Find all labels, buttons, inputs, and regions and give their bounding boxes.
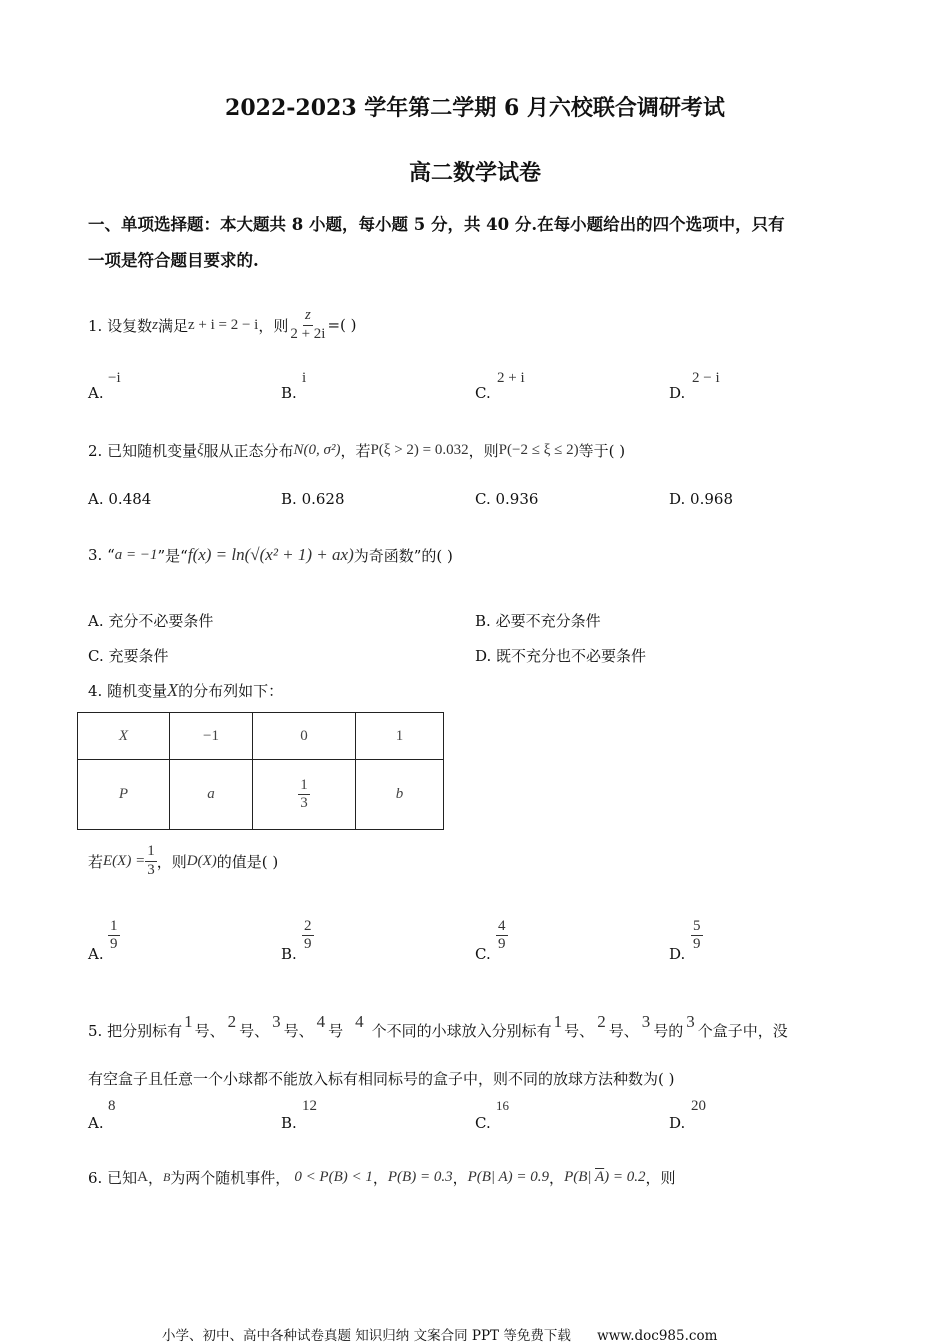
table-fraction	[298, 777, 310, 813]
q5-text-8: 号的	[653, 1022, 684, 1040]
q6-sep: ，	[147, 1168, 163, 1187]
q4-option-d-fraction	[691, 918, 703, 954]
q6-comma-2: ，	[452, 1168, 468, 1187]
q3-option-a	[88, 610, 213, 631]
q4-option-a-fraction	[108, 918, 120, 954]
q5-num-7: 2	[597, 1012, 606, 1031]
q3-option-d-letter: D.	[475, 647, 492, 665]
q1-option-c-value: 2 + i	[497, 370, 525, 386]
q5-num-8: 3	[641, 1012, 651, 1031]
q5-num-9: 3	[686, 1012, 695, 1031]
q3-option-a-letter: A.	[88, 612, 104, 630]
question-4	[88, 678, 283, 702]
q4-variance: D(X)	[186, 852, 217, 869]
distribution-table	[77, 712, 444, 830]
q2-mid: 服从正态分布	[203, 441, 294, 460]
q4-option-c-den: 9	[498, 936, 506, 953]
q4-expectation-denominator: 3	[147, 861, 155, 878]
footer-url[interactable]: www.doc985.com	[597, 1328, 718, 1344]
q4-option-c-letter: C.	[475, 945, 491, 963]
question-6	[88, 1160, 676, 1194]
q5-option-d-value: 20	[691, 1098, 706, 1114]
q2-option-a-letter: A.	[88, 490, 104, 508]
q1-fraction-numerator: z	[303, 307, 313, 325]
q1-option-c-letter: C.	[475, 384, 491, 402]
table-cell-p-label: P	[78, 760, 170, 830]
q2-option-d	[669, 490, 733, 508]
q3-condition: a = −1	[114, 546, 158, 563]
q2-distribution: N(0, σ²)	[293, 441, 341, 458]
q1-option-b-letter: B.	[281, 384, 297, 402]
q4-option-a-letter: A.	[88, 945, 104, 963]
q1-option-b-value: i	[302, 370, 307, 386]
q2-if: ，若	[340, 441, 371, 460]
q3-option-d	[475, 645, 646, 666]
q1-option-d-value: 2 − i	[692, 370, 720, 386]
q1-fraction-denominator: 2 + 2i	[290, 325, 326, 342]
q3-option-c-value: 充要条件	[108, 647, 169, 665]
section-heading-line2: 一项是符合题目要求的.	[88, 251, 259, 270]
q6-event-a: A	[137, 1168, 148, 1185]
q6-mid: 为两个随机事件，	[170, 1168, 291, 1187]
q4-option-c-num: 4	[496, 918, 508, 936]
table-cell-x-0: 0	[253, 713, 356, 760]
q3-option-c	[88, 645, 169, 666]
q6-condition-4-b: ) = 0.2	[604, 1168, 646, 1185]
q4-option-a-num: 1	[108, 918, 120, 936]
q3-option-b-value: 必要不充分条件	[495, 612, 601, 630]
q6-condition-3: P(B| A) = 0.9	[467, 1168, 550, 1185]
q4-options	[88, 918, 868, 968]
exam-title: 2022-2023 学年第二学期 6 月六校联合调研考试	[225, 95, 725, 121]
q4-post2: 的值是( )	[216, 852, 279, 871]
q5-option-c-letter: C.	[475, 1114, 491, 1132]
q3-option-b-letter: B.	[475, 612, 491, 630]
q6-condition-1: 0 < P(B) < 1	[294, 1168, 373, 1185]
table-fraction-numerator: 1	[298, 777, 310, 795]
q2-ask: P(−2 ≤ ξ ≤ 2)	[498, 441, 579, 458]
q5-text-7: 号、	[608, 1022, 639, 1040]
q5-text-1: 号、	[194, 1022, 225, 1040]
table-fraction-denominator: 3	[300, 795, 308, 811]
q5-text-9: 个盒子中，没	[697, 1022, 788, 1040]
q3-option-c-letter: C.	[88, 647, 104, 665]
q4-if: 若	[88, 852, 104, 871]
q2-then: ，则	[468, 441, 499, 460]
table-cell-x-1: 1	[356, 713, 444, 760]
q4-condition-line	[88, 836, 278, 886]
q4-post: 的分布列如下：	[178, 681, 284, 700]
q3-prefix: 3. “	[88, 546, 115, 564]
q1-option-d-letter: D.	[669, 384, 686, 402]
q4-option-d-den: 9	[693, 936, 701, 953]
q5-num-2: 2	[227, 1012, 237, 1031]
q6-prefix: 6. 已知	[88, 1168, 138, 1187]
q5-option-b-letter: B.	[281, 1114, 297, 1132]
q1-condition: z + i = 2 − i	[187, 316, 259, 333]
q5-option-b-value: 12	[302, 1098, 317, 1114]
q2-condition: P(ξ > 2) = 0.032	[370, 441, 469, 458]
q3-option-b	[475, 610, 601, 631]
q5-option-a-letter: A.	[88, 1114, 104, 1132]
q3-mid: ”是“	[157, 546, 188, 565]
table-cell-p-a: a	[170, 760, 253, 830]
q2-option-a	[88, 490, 151, 508]
q1-prefix: 1. 设复数	[88, 316, 153, 335]
q1-mid: 满足	[157, 316, 188, 335]
q3-function: f(x) = ln(√(x² + 1) + ax)	[187, 545, 354, 564]
q6-condition-4	[564, 1169, 645, 1186]
q5-line2: 有空盒子且任意一个小球都不能放入标有相同标号的盒子中，则不同的放球方法种数为( )	[88, 1070, 675, 1088]
q5-num-4: 4	[316, 1012, 326, 1031]
q1-variable: z	[152, 316, 158, 333]
q4-option-b-fraction	[302, 918, 314, 954]
q6-comma-3: ，	[549, 1168, 565, 1187]
q3-option-d-value: 既不充分也不必要条件	[496, 647, 647, 665]
q4-variable: X	[167, 679, 179, 700]
exam-subtitle: 高二数学试卷	[408, 160, 541, 186]
q2-option-b-value: 0.628	[301, 490, 345, 508]
q2-variable: ξ	[197, 441, 204, 458]
q5-option-d-letter: D.	[669, 1114, 686, 1132]
table-cell-p-b: b	[356, 760, 444, 830]
footer-text: 小学、初中、高中各种试卷真题 知识归纳 文案合同 PPT 等免费下载	[162, 1328, 571, 1344]
q5-text-2: 号、	[239, 1022, 270, 1040]
table-cell-x-neg1: −1	[170, 713, 253, 760]
q2-post: 等于( )	[578, 441, 626, 460]
q1-then: ，则	[258, 316, 289, 335]
table-row	[78, 760, 444, 830]
q2-option-c	[475, 490, 538, 508]
q5-text-4: 号	[328, 1022, 344, 1040]
q1-option-a-letter: A.	[88, 384, 104, 402]
q4-option-b-letter: B.	[281, 945, 297, 963]
section-heading-line1: 一、单项选择题：本大题共 8 小题，每小题 5 分，共 40 分.在每小题给出的四个选项中，只有	[88, 215, 785, 234]
table-cell-x-label: X	[78, 713, 170, 760]
q3-post: 为奇函数”的( )	[353, 546, 453, 565]
q4-prefix: 4. 随机变量	[88, 681, 168, 700]
q5-text-5: 个不同的小球放入分别标有	[371, 1022, 552, 1040]
q2-prefix: 2. 已知随机变量	[88, 441, 198, 460]
q6-event-b: B	[162, 1169, 171, 1184]
q4-option-b-den: 9	[304, 936, 312, 953]
table-row	[78, 713, 444, 760]
q4-expectation-fraction	[145, 843, 157, 879]
q4-expectation-numerator: 1	[145, 843, 157, 861]
q4-option-d-num: 5	[691, 918, 703, 936]
q4-then: ，则	[156, 852, 187, 871]
q5-num-1: 1	[184, 1012, 193, 1031]
q1-option-a-value: −i	[108, 370, 121, 386]
table-cell-p-third	[253, 760, 356, 830]
q5-option-a-value: 8	[108, 1098, 116, 1114]
q4-option-b-num: 2	[302, 918, 314, 936]
q3-option-a-value: 充分不必要条件	[108, 612, 214, 630]
question-5	[88, 1005, 788, 1041]
q6-condition-4-bar: $\overline{A}$	[595, 1168, 605, 1185]
q1-fraction	[288, 307, 327, 343]
q4-option-a-den: 9	[110, 936, 118, 953]
q2-option-b	[281, 490, 345, 508]
q1-post: =( )	[327, 316, 357, 334]
question-2	[88, 430, 625, 470]
q4-expectation: E(X) =	[103, 852, 146, 869]
q2-option-c-value: 0.936	[495, 490, 539, 508]
q5-text-3: 号、	[283, 1022, 314, 1040]
q5-options	[88, 1098, 868, 1138]
question-3	[88, 530, 453, 580]
q5-prefix: 5. 把分别标有	[88, 1022, 183, 1040]
q5-num-3: 3	[272, 1012, 281, 1031]
q5-num-5: 4	[355, 1012, 364, 1031]
q6-comma-1: ，	[372, 1168, 388, 1187]
q6-condition-4-a: P(B|	[564, 1168, 595, 1185]
q5-option-c-value: 16	[496, 1098, 509, 1113]
q4-option-d-letter: D.	[669, 945, 686, 963]
q5-text-6: 号、	[564, 1022, 595, 1040]
q6-condition-2: P(B) = 0.3	[387, 1168, 453, 1185]
q2-option-d-value: 0.968	[690, 490, 733, 508]
q4-option-c-fraction	[496, 918, 508, 954]
q2-option-b-letter: B.	[281, 490, 297, 508]
footer	[162, 1324, 717, 1344]
q2-option-d-letter: D.	[669, 490, 686, 508]
q2-option-c-letter: C.	[475, 490, 491, 508]
q2-option-a-value: 0.484	[108, 490, 152, 508]
q6-then: ，则	[645, 1168, 676, 1187]
question-1	[88, 287, 357, 363]
q5-num-6: 1	[553, 1012, 563, 1031]
